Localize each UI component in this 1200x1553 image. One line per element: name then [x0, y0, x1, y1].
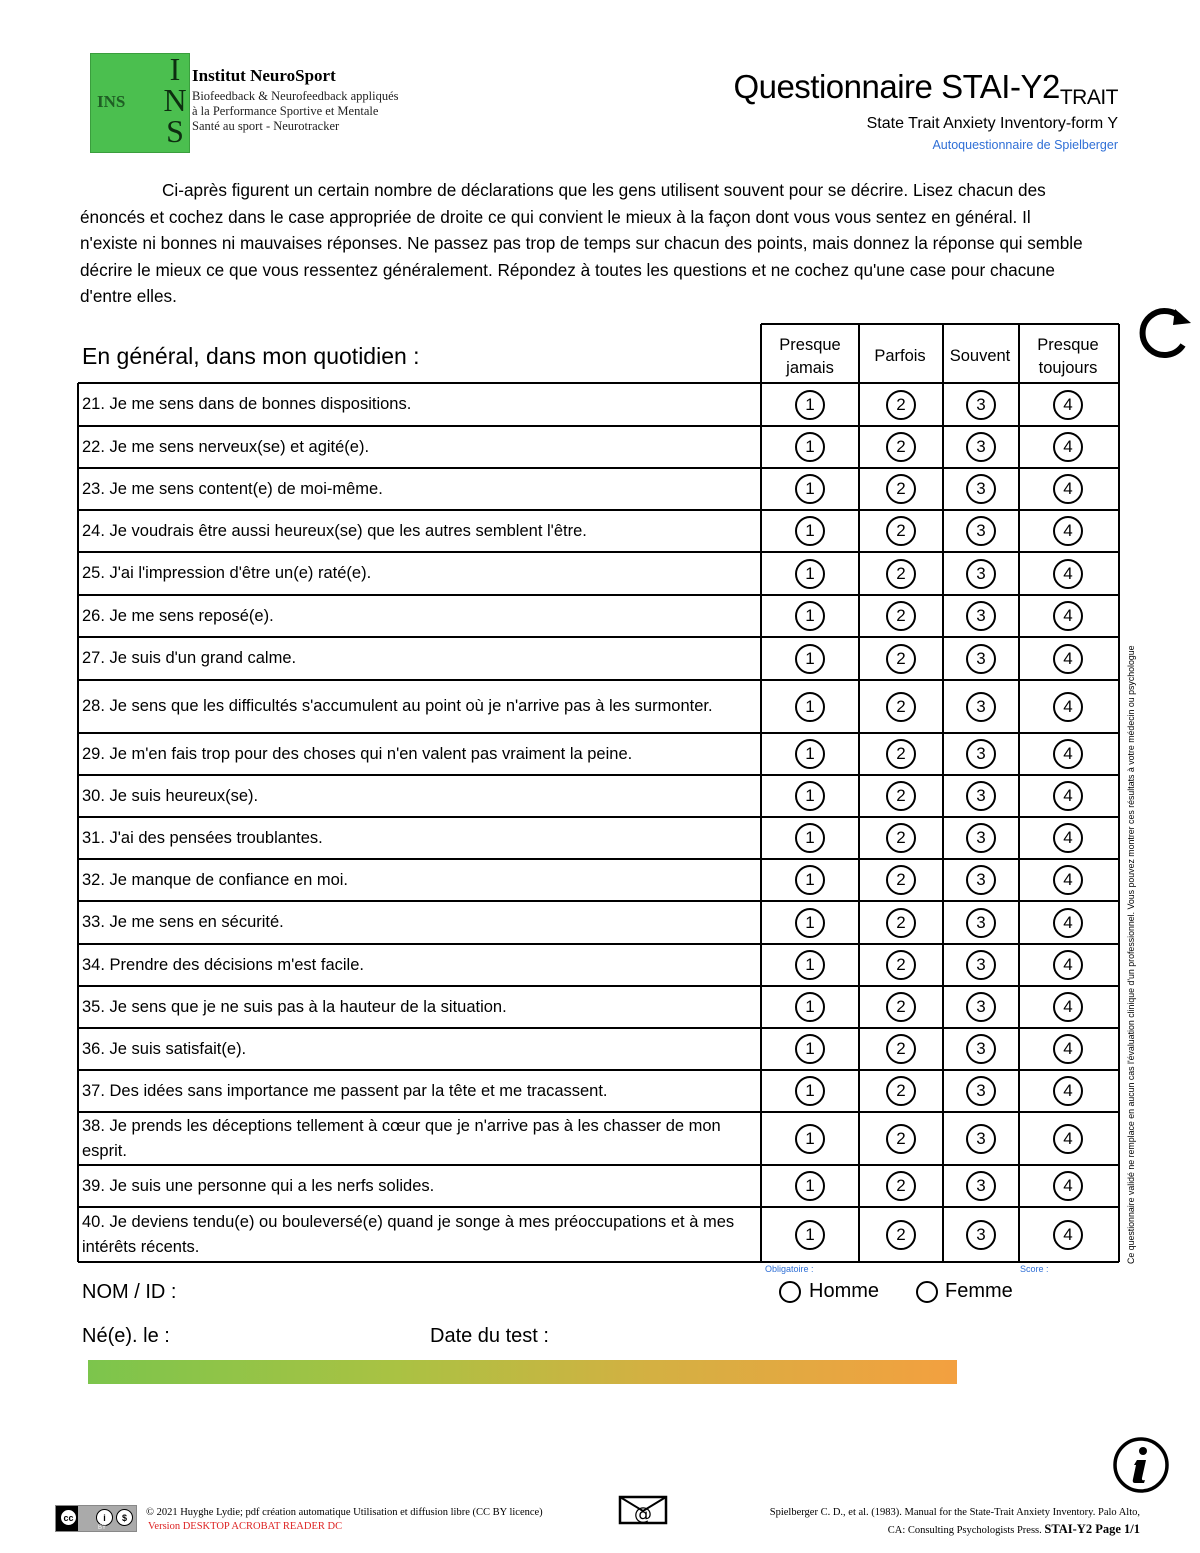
answer-option-3[interactable]: 3	[966, 390, 996, 420]
answer-option-2[interactable]: 2	[886, 1124, 916, 1154]
answer-option-1[interactable]: 1	[795, 559, 825, 589]
answer-option-1[interactable]: 1	[795, 823, 825, 853]
answer-option-1[interactable]: 1	[795, 516, 825, 546]
answer-option-4[interactable]: 4	[1053, 992, 1083, 1022]
answer-option-3[interactable]: 3	[966, 644, 996, 674]
answer-option-2[interactable]: 2	[886, 865, 916, 895]
answer-option-3[interactable]: 3	[966, 992, 996, 1022]
answer-option-4[interactable]: 4	[1053, 1124, 1083, 1154]
answer-option-1[interactable]: 1	[795, 1124, 825, 1154]
answer-option-2[interactable]: 2	[886, 692, 916, 722]
answer-option-2[interactable]: 2	[886, 516, 916, 546]
answer-option-3[interactable]: 3	[966, 865, 996, 895]
column-header-parfois: Parfois	[874, 347, 926, 365]
answer-option-1[interactable]: 1	[795, 739, 825, 769]
answer-option-3[interactable]: 3	[966, 1171, 996, 1201]
answer-option-4[interactable]: 4	[1053, 865, 1083, 895]
score-gradient-bar	[88, 1360, 957, 1384]
answer-option-4[interactable]: 4	[1053, 1034, 1083, 1064]
column-header-souvent: Souvent	[949, 347, 1011, 365]
answer-option-4[interactable]: 4	[1053, 950, 1083, 980]
answer-option-2[interactable]: 2	[886, 739, 916, 769]
cc-icon: cc	[60, 1509, 77, 1526]
page-label: STAI-Y2 Page 1/1	[1044, 1522, 1140, 1536]
answer-option-2[interactable]: 2	[886, 823, 916, 853]
answer-option-1[interactable]: 1	[795, 781, 825, 811]
femme-label: Femme	[945, 1280, 1013, 1302]
answer-option-4[interactable]: 4	[1053, 390, 1083, 420]
answer-option-4[interactable]: 4	[1053, 601, 1083, 631]
logo-letters: I N S	[163, 51, 187, 149]
answer-option-4[interactable]: 4	[1053, 1076, 1083, 1106]
answer-option-2[interactable]: 2	[886, 1220, 916, 1250]
answer-option-1[interactable]: 1	[795, 950, 825, 980]
answer-option-3[interactable]: 3	[966, 823, 996, 853]
version-text: Version DESKTOP ACROBAT READER DC	[148, 1521, 343, 1532]
answer-option-2[interactable]: 2	[886, 992, 916, 1022]
questionnaire-author: Autoquestionnaire de Spielberger	[932, 138, 1118, 152]
question-text: 35. Je sens que je ne suis pas à la hauteur de la situation.	[82, 997, 507, 1016]
creative-commons-badge: cc i $ BY	[55, 1505, 137, 1532]
question-text: 38. Je prends les déceptions tellement à cœur que je n'arrive pas à les chasser de mon esprit.	[82, 1116, 721, 1160]
answer-option-1[interactable]: 1	[795, 1171, 825, 1201]
answer-option-4[interactable]: 4	[1053, 644, 1083, 674]
answer-option-1[interactable]: 1	[795, 865, 825, 895]
answer-option-1[interactable]: 1	[795, 1034, 825, 1064]
question-text: 22. Je me sens nerveux(se) et agité(e).	[82, 437, 370, 456]
question-text: 27. Je suis d'un grand calme.	[82, 649, 297, 667]
question-text: 40. Je deviens tendu(e) ou bouleversé(e) quand je songe à mes préoccupations et à mes intérêts récents.	[82, 1212, 735, 1256]
question-text: 23. Je me sens content(e) de moi-même.	[82, 479, 383, 498]
answer-option-4[interactable]: 4	[1053, 692, 1083, 722]
question-text: 37. Des idées sans importance me passent par la tête et me tracassent.	[82, 1081, 608, 1100]
answer-option-3[interactable]: 3	[966, 474, 996, 504]
answer-option-2[interactable]: 2	[886, 1034, 916, 1064]
question-text: 26. Je me sens reposé(e).	[82, 606, 274, 625]
answer-option-2[interactable]: 2	[886, 559, 916, 589]
answer-option-2[interactable]: 2	[886, 644, 916, 674]
answer-option-4[interactable]: 4	[1053, 516, 1083, 546]
question-text: 34. Prendre des décisions m'est facile.	[82, 955, 364, 974]
nom-id-label: NOM / ID :	[82, 1281, 177, 1303]
birthdate-label: Né(e). le :	[82, 1325, 170, 1347]
obligatoire-label: Obligatoire :	[765, 1264, 814, 1274]
answer-option-1[interactable]: 1	[795, 644, 825, 674]
disclaimer-vertical: Ce questionnaire validé ne remplace en aucun cas l'évaluation clinique d'un professionnel. Vous pouvez montrer ces résultats à votre médecin ou psychologue	[1126, 645, 1136, 1264]
answer-option-4[interactable]: 4	[1053, 781, 1083, 811]
reference-citation: Spielberger C. D., et al. (1983). Manual for the State-Trait Anxiety Inventory. Palo Alto, CA: Consulting Psychologists Press. STAI-Y2 Page 1/1	[769, 1507, 1140, 1536]
instructions-paragraph: Ci-après figurent un certain nombre de déclarations que les gens utilisent souvent pour se décrire. Lisez chacun des énoncés et cochez dans le case appropriée de droite ce qui convient le mieux à la façon dont vous vous sentez en général. Il n'existe ni bonnes ni mauvaises réponses. Ne passez pas trop de temps sur chacun des points, mais donnez la réponse qui semble décrire le mieux ce que vous ressentez généralement. Répondez à toutes les questions et ne cochez qu'une case pour chacune d'entre elles.	[80, 180, 1083, 307]
answer-option-3[interactable]: 3	[966, 692, 996, 722]
answer-option-4[interactable]: 4	[1053, 1171, 1083, 1201]
mail-icon[interactable]	[618, 1495, 668, 1525]
cc-by-icon: i	[96, 1509, 113, 1526]
answer-option-1[interactable]: 1	[795, 601, 825, 631]
question-text: 25. J'ai l'impression d'être un(e) raté(e).	[82, 564, 372, 582]
institute-name: Institut NeuroSport	[192, 66, 336, 85]
answer-option-1[interactable]: 1	[795, 992, 825, 1022]
question-text: 21. Je me sens dans de bonnes dispositions.	[82, 395, 412, 413]
answer-option-3[interactable]: 3	[966, 1034, 996, 1064]
answer-option-1[interactable]: 1	[795, 390, 825, 420]
homme-radio[interactable]	[779, 1281, 801, 1303]
score-label: Score :	[1020, 1264, 1049, 1274]
column-header-presque-toujours: Presque toujours	[1037, 335, 1099, 377]
femme-radio[interactable]	[916, 1281, 938, 1303]
answer-option-2[interactable]: 2	[886, 908, 916, 938]
answer-option-3[interactable]: 3	[966, 1076, 996, 1106]
question-text: 36. Je suis satisfait(e).	[82, 1039, 247, 1058]
question-text: 31. J'ai des pensées troublantes.	[82, 828, 323, 847]
answer-option-3[interactable]: 3	[966, 950, 996, 980]
answer-option-4[interactable]: 4	[1053, 908, 1083, 938]
answer-option-2[interactable]: 2	[886, 1076, 916, 1106]
answer-option-4[interactable]: 4	[1053, 823, 1083, 853]
answer-option-2[interactable]: 2	[886, 781, 916, 811]
answer-option-3[interactable]: 3	[966, 908, 996, 938]
question-text: 24. Je voudrais être aussi heureux(se) que les autres semblent l'être.	[82, 521, 587, 540]
answer-option-4[interactable]: 4	[1053, 1220, 1083, 1250]
test-date-label: Date du test :	[430, 1325, 549, 1347]
table-heading: En général, dans mon quotidien :	[82, 343, 420, 369]
answer-option-2[interactable]: 2	[886, 601, 916, 631]
answer-option-1[interactable]: 1	[795, 692, 825, 722]
questionnaire-subtitle: State Trait Anxiety Inventory-form Y	[866, 115, 1118, 132]
answer-option-4[interactable]: 4	[1053, 432, 1083, 462]
answer-option-1[interactable]: 1	[795, 908, 825, 938]
question-text: 33. Je me sens en sécurité.	[82, 913, 284, 931]
answer-option-2[interactable]: 2	[886, 432, 916, 462]
answer-option-3[interactable]: 3	[966, 739, 996, 769]
question-text: 30. Je suis heureux(se).	[82, 786, 259, 805]
question-text: 29. Je m'en fais trop pour des choses qui n'en valent pas vraiment la peine.	[82, 744, 633, 763]
homme-label: Homme	[809, 1280, 880, 1302]
question-text: 28. Je sens que les difficultés s'accumulent au point où je n'arrive pas à les surmonter.	[82, 697, 713, 715]
answer-option-3[interactable]: 3	[966, 1220, 996, 1250]
answer-option-3[interactable]: 3	[966, 1124, 996, 1154]
answer-option-3[interactable]: 3	[966, 781, 996, 811]
cc-sa-icon: $	[116, 1509, 133, 1526]
column-header-presque-jamais: Presque jamais	[779, 335, 841, 377]
logo-ins-mark: INS	[97, 92, 126, 111]
svg-text:@: @	[634, 1504, 652, 1525]
question-text: 39. Je suis une personne qui a les nerfs solides.	[82, 1176, 435, 1195]
answer-option-4[interactable]: 4	[1053, 739, 1083, 769]
answer-option-3[interactable]: 3	[966, 516, 996, 546]
answer-option-3[interactable]: 3	[966, 432, 996, 462]
info-icon[interactable]	[1112, 1436, 1170, 1494]
copyright-text: © 2021 Huyghe Lydie; pdf création automatique Utilisation et diffusion libre (CC BY licence)	[146, 1507, 543, 1518]
answer-option-3[interactable]: 3	[966, 601, 996, 631]
answer-option-1[interactable]: 1	[795, 1076, 825, 1106]
answer-option-2[interactable]: 2	[886, 474, 916, 504]
answer-option-2[interactable]: 2	[886, 950, 916, 980]
answer-option-1[interactable]: 1	[795, 1220, 825, 1250]
question-text: 32. Je manque de confiance en moi.	[82, 870, 349, 889]
institute-tagline: Biofeedback & Neurofeedback appliqués à la Performance Sportive et Mentale Santé au sport - Neurotracker	[192, 89, 399, 133]
answer-option-3[interactable]: 3	[966, 559, 996, 589]
answer-option-4[interactable]: 4	[1053, 474, 1083, 504]
answer-option-1[interactable]: 1	[795, 432, 825, 462]
answer-option-1[interactable]: 1	[795, 474, 825, 504]
answer-option-2[interactable]: 2	[886, 1171, 916, 1201]
answer-option-2[interactable]: 2	[886, 390, 916, 420]
questionnaire-title: Questionnaire STAI-Y2TRAIT	[733, 68, 1118, 109]
answer-option-4[interactable]: 4	[1053, 559, 1083, 589]
